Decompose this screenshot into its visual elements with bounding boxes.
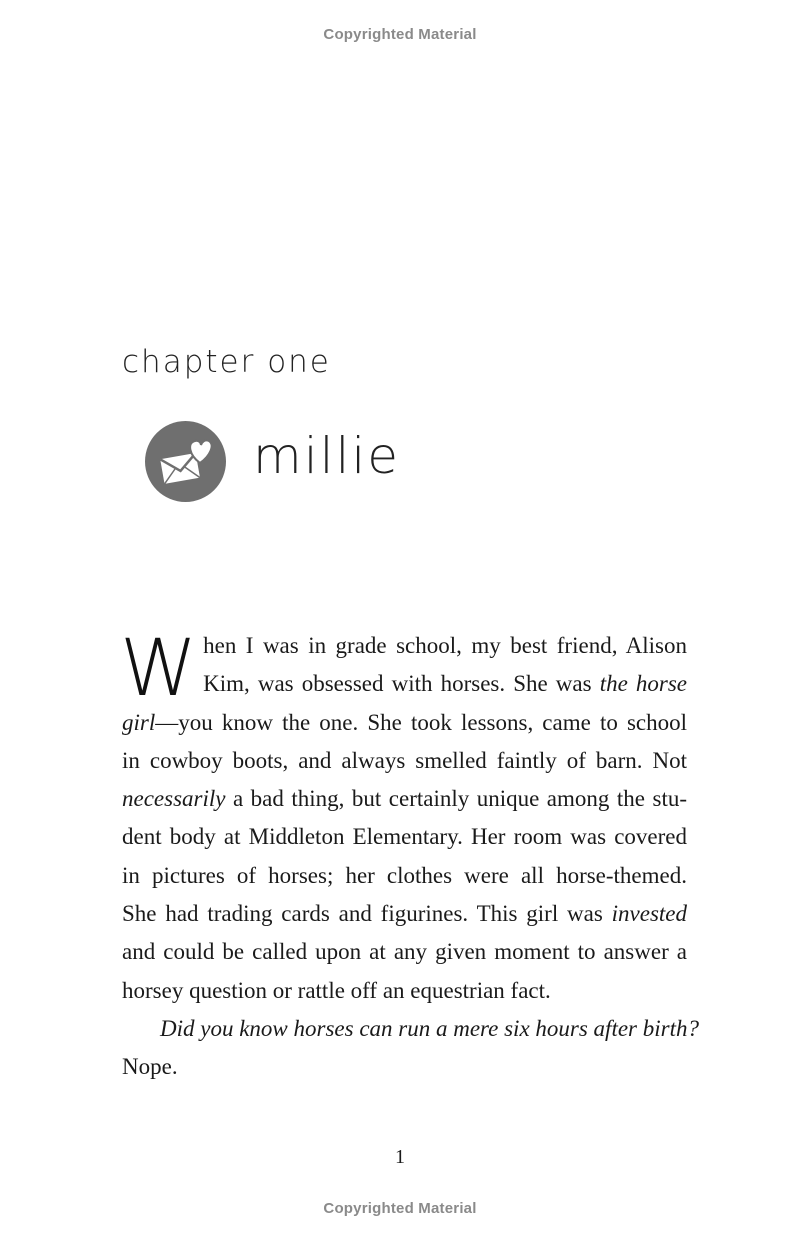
drop-cap: W (120, 624, 198, 714)
chapter-label: chapter one (122, 344, 331, 380)
body-line: in pictures of horses; her clothes were all horse-themed. (122, 862, 687, 888)
body-line: necessarily a bad thing, but certainly unique among the stu- (122, 786, 687, 812)
copyright-watermark-top: Copyrighted Material (323, 26, 477, 43)
page-number: 1 (395, 1146, 405, 1168)
body-line: horsey question or rattle off an equestrian fact. (122, 977, 551, 1003)
body-line: and could be called upon at any given moment to answer a (122, 939, 687, 965)
body-line: Nope. (122, 1054, 178, 1080)
narrator-name: millie (253, 427, 401, 485)
body-line: in cowboy boots, and always smelled faintly of barn. Not (122, 747, 687, 773)
body-line: Kim, was obsessed with horses. She was the horse (203, 671, 688, 697)
body-line: girl—you know the one. She took lessons, came to school (122, 709, 687, 735)
envelope-heart-icon (145, 421, 226, 502)
body-line: dent body at Middleton Elementary. Her room was covered (122, 824, 687, 850)
body-line: hen I was in grade school, my best friend, Alison (203, 633, 687, 658)
copyright-watermark-bottom: Copyrighted Material (323, 1200, 477, 1217)
body-line-italic: Did you know horses can run a mere six hours after birth? (160, 1015, 699, 1041)
chapter-heading (145, 421, 545, 503)
body-line: She had trading cards and figurines. This girl was invested (122, 901, 687, 927)
chapter-body (120, 624, 699, 1087)
